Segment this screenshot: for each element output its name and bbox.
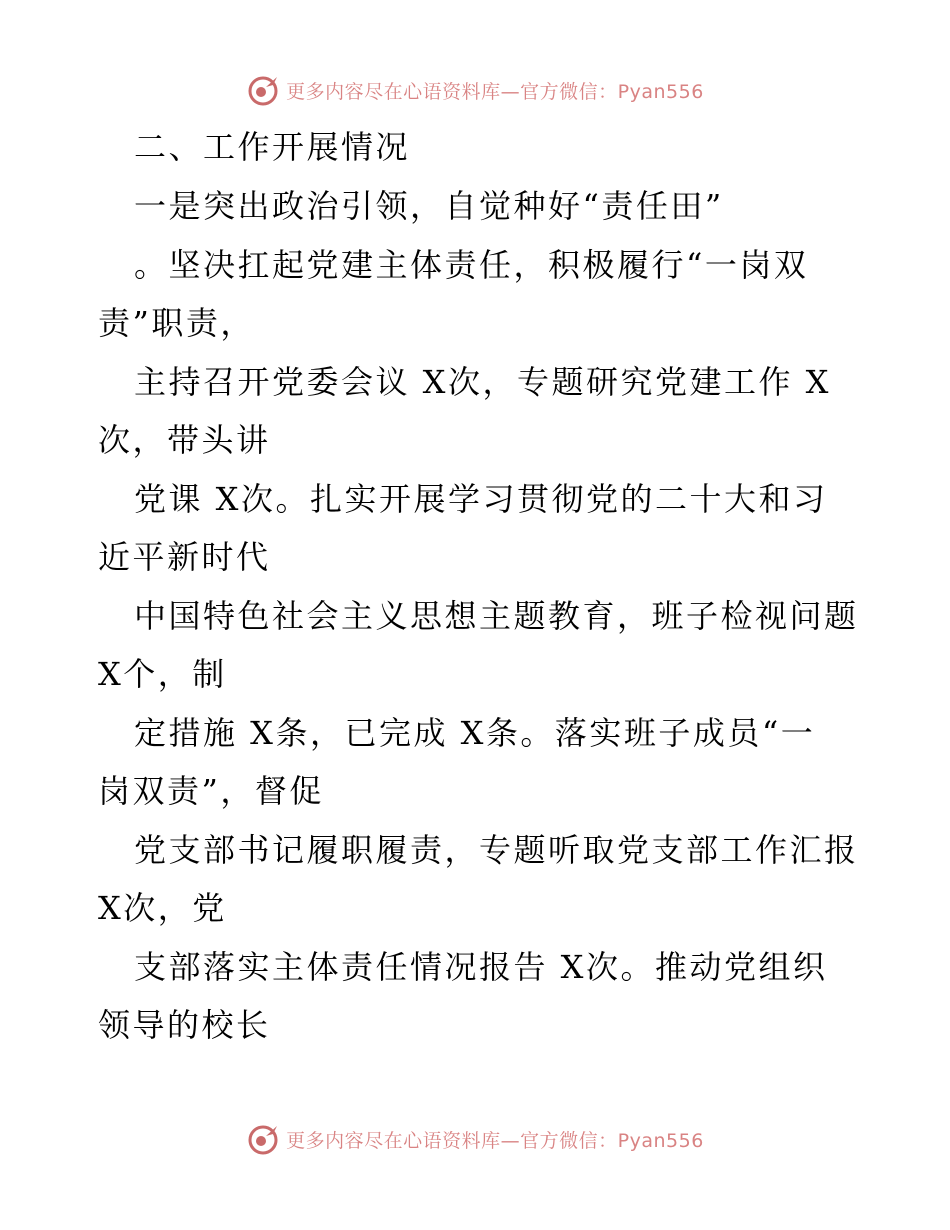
text-line: 中国特色社会主义思想主题教育，班子检视问题 [134, 597, 859, 635]
watermark-banner-bottom [0, 1117, 950, 1161]
text-line: 党课 X次。扎实开展学习贯彻党的二十大和习 [134, 480, 828, 518]
text-line: 一是突出政治引领，自觉种好“责任田” [134, 187, 724, 225]
text-line: X个，制 [98, 655, 227, 693]
text-line: 二、工作开展情况 [134, 128, 411, 166]
watermark-banner-top [0, 68, 950, 112]
text-line: 党支部书记履职履责，专题听取党支部工作汇报 [134, 831, 859, 869]
text-line: 支部落实主体责任情况报告 X次。推动党组织 [134, 948, 828, 986]
text-line: 次，带头讲 [98, 421, 271, 459]
text-line: 主持召开党委会议 X次，专题研究党建工作 X [134, 363, 831, 401]
brand-logo-icon [246, 1122, 280, 1156]
text-line: 近平新时代 [98, 538, 271, 576]
text-line: 定措施 X条，已完成 X条。落实班子成员“一 [134, 714, 816, 752]
text-line: 。坚决扛起党建主体责任，积极履行“一岗双 [134, 246, 809, 284]
text-line: 领导的校长 [98, 1006, 271, 1044]
brand-logo-icon [246, 73, 280, 107]
watermark-text: 更多内容尽在心语资料库—官方微信：Pyan556 [286, 1129, 704, 1152]
text-line: X次，党 [98, 889, 227, 927]
text-line: 岗双责”，督促 [98, 772, 324, 810]
text-line: 责”职责， [98, 304, 255, 342]
watermark-text: 更多内容尽在心语资料库—官方微信：Pyan556 [286, 80, 704, 103]
